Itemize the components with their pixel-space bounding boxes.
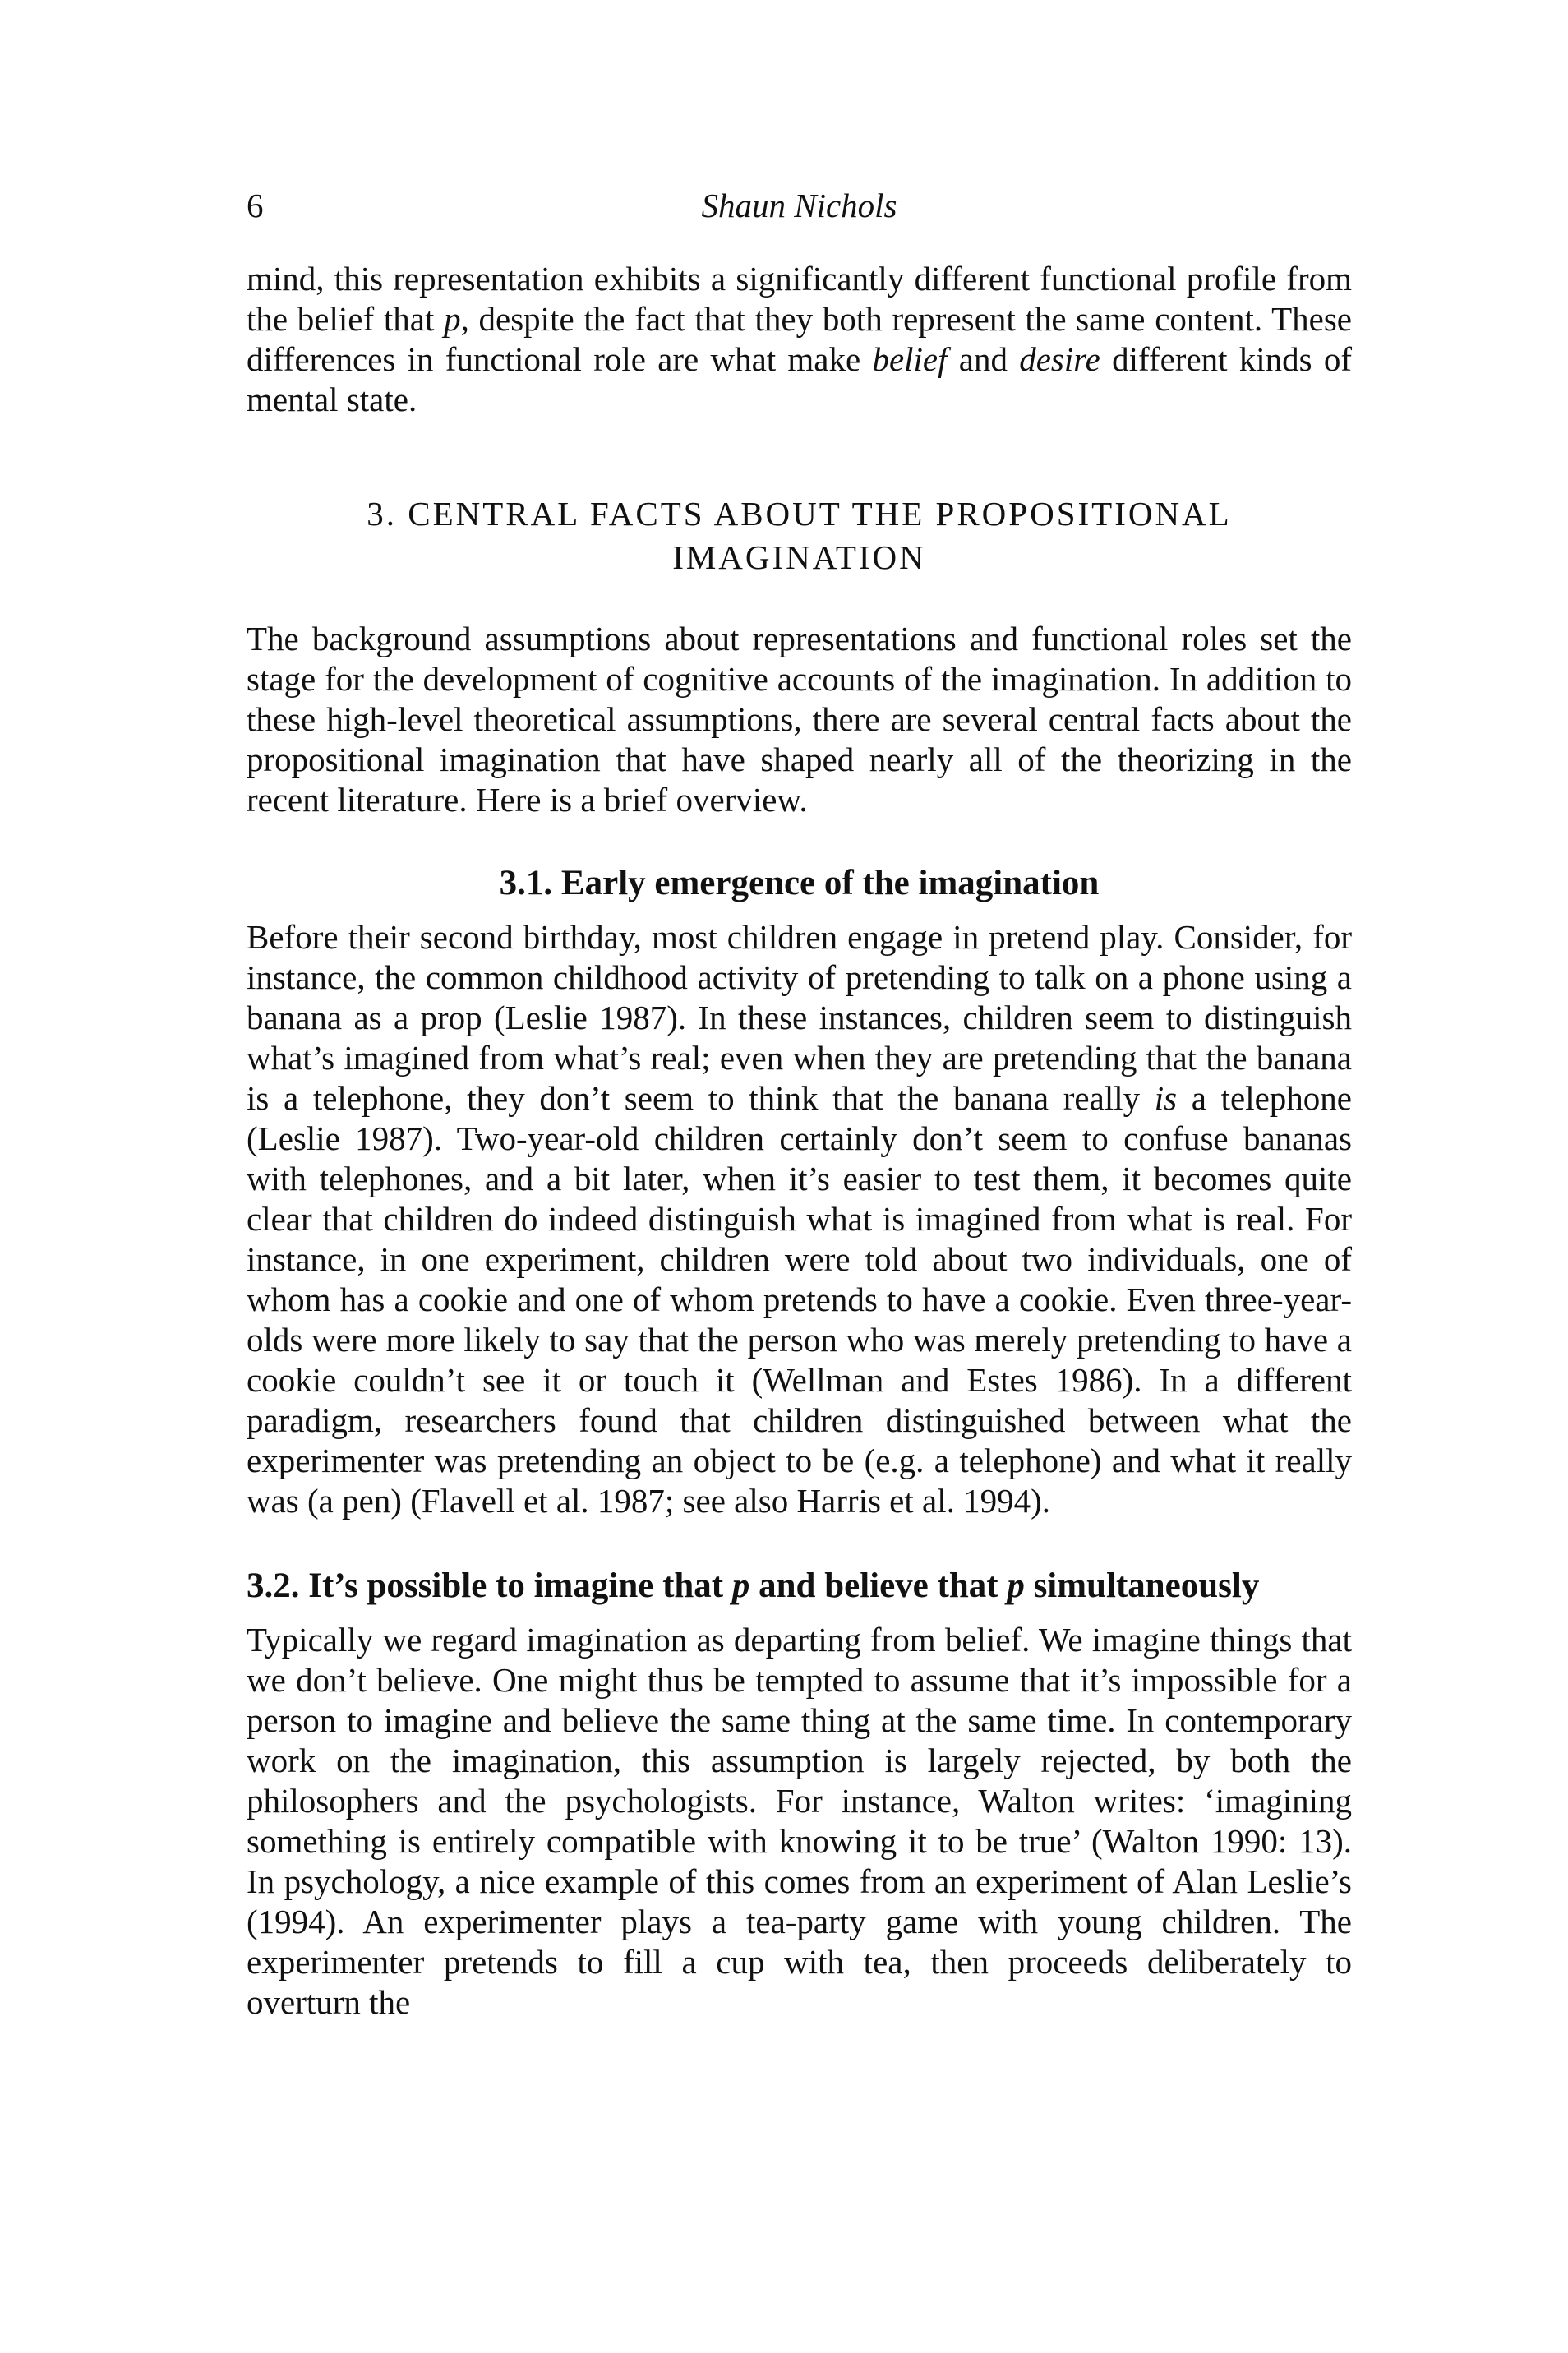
opening-text-c: and (947, 340, 1020, 378)
section-3-2-heading-b: and believe that (749, 1566, 1008, 1605)
section-3-1-paragraph (247, 917, 1352, 1521)
opening-term-belief: belief (872, 340, 948, 378)
running-head (247, 181, 1352, 230)
section-3-2-heading-c: simultaneously (1024, 1566, 1260, 1605)
opening-term-desire: desire (1019, 340, 1100, 378)
section-3-2-heading-p2: p (1007, 1566, 1025, 1605)
opening-variable-p: p (444, 300, 461, 338)
opening-text-a: mind, this representation exhibits a significantly different functional profile from the belief that (247, 260, 1352, 338)
running-title: Shaun Nichols (701, 187, 897, 224)
section-3-2-heading (247, 1564, 1352, 1608)
section-3-1-text-a: Before their second birthday, most children engage in pretend play. Consider, for instance, the common childhood activity of pretending to talk on a phone using a banana as a prop (Leslie 1987). In these instances, children seem to distinguish what’s imagined from what’s real; even when they are pretending that the banana is a telephone, they don’t seem to think that the banana really (247, 918, 1352, 1117)
section-3-heading (247, 492, 1352, 579)
section-3-2-paragraph: Typically we regard imagination as departing from belief. We imagine things that we don’t believe. One might thus be tempted to assume that it’s impossible for a person to imagine and believe the same thing at the same time. In contemporary work on the imagination, this assumption is largely rejected, by both the philosophers and the psychologists. For instance, Walton writes: ‘imagining something is entirely compatible with knowing it to be true’ (Walton 1990: 13). In psychology, a nice example of this comes from an experiment of Alan Leslie’s (1994). An experimenter plays a tea-party game with young children. The experimenter pretends to fill a cup with tea, then proceeds deliberately to overturn the (247, 1621, 1352, 2021)
opening-text-d: different kinds of mental state. (247, 340, 1353, 418)
section-3-1-emphasis-is: is (1154, 1079, 1178, 1117)
section-3-heading-line-1: 3. CENTRAL FACTS ABOUT THE PROPOSITIONAL (367, 495, 1232, 533)
page-number: 6 (247, 187, 264, 224)
opening-text-b: , despite the fact that they both represent the same content. These differences in functional role are what make (247, 300, 1352, 378)
opening-paragraph (247, 259, 1352, 420)
book-page (247, 181, 1352, 2023)
section-3-intro: The background assumptions about representations and functional roles set the stage for the development of cognitive accounts of the imagination. In addition to these high-level theoretical assumptions, there are several central facts about the propositional imagination that have shaped nearly all of the theorizing in the recent literature. Here is a brief overview. (247, 620, 1352, 819)
section-3-1-heading: 3.1. Early emergence of the imagination (499, 864, 1100, 902)
section-3-1-text-b: a telephone (Leslie 1987). Two-year-old children certainly don’t seem to confuse bananas with telephones, and a bit later, when it’s easier to test them, it becomes quite clear that children do indeed distinguish what is imagined from what is real. For instance, in one experiment, children were told about two individuals, one of whom has a cookie and one of whom pretends to have a cookie. Even three-year-olds were more likely to say that the person who was merely pretending to have a cookie couldn’t see it or touch it (Wellman and Estes 1986). In a different paradigm, researchers found that children distinguished between what the experimenter was pretending an object to be (e.g. a telephone) and what it really was (a pen) (Flavell et al. 1987; see also Harris et al. 1994). (247, 1079, 1352, 1520)
section-3-heading-line-2: IMAGINATION (672, 538, 926, 576)
section-3-2-heading-p1: p (731, 1566, 750, 1605)
section-3-2-heading-a: 3.2. It’s possible to imagine that (247, 1566, 732, 1605)
